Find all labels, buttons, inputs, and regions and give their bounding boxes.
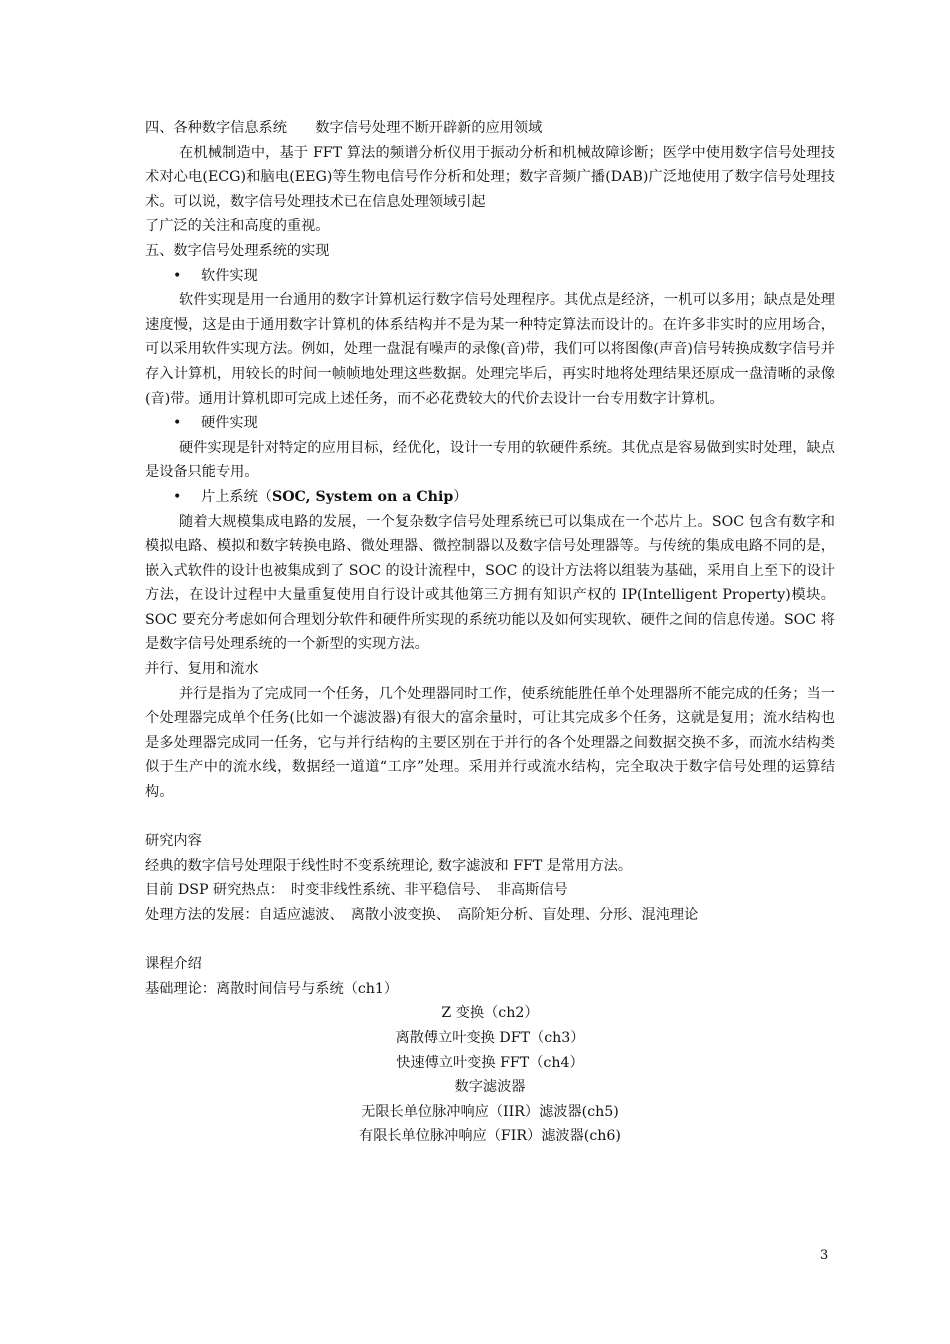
- hardware-impl-paragraph: 硬件实现是针对特定的应用目标，经优化，设计一专用的软硬件系统。其优点是容易做到实时处理，缺点是设备只能专用。: [145, 439, 835, 481]
- parallel-paragraph: 并行是指为了完成同一个任务，几个处理器同时工作，使系统能胜任单个处理器所不能完成的任务；当一个处理器完成单个任务(比如一个滤波器)有很大的富余量时，可让其完成多个任务，这就是复用；流水结构也是多处理器完成同一任务，它与并行结构的主要区别在于并行的各个处理器之间数据交换不多，而流水结构类似于生产中的流水线，数据经一道道“工序”处理。采用并行或流水结构，完全取决于数字信号处理的运算结构。: [145, 685, 835, 801]
- bullet-icon: •: [173, 267, 182, 284]
- soc-paragraph: 随着大规模集成电路的发展，一个复杂数字信号处理系统已可以集成在一个芯片上。SOC 包含有数字和模拟电路、模拟和数字转换电路、微处理器、微控制器以及数字信号处理器等。与传统的集成电路不同的是，嵌入式软件的设计也被集成到了 SOC 的设计流程中，SOC 的设计方法将以组装为基础，采用自上至下的设计方法，在设计过程中大量重复使用自行设计或其他第三方拥有知识产权的 IP(Intelligent Property)模块。SOC 要充分考虑如何合理划分软件和硬件所实现的系统功能以及如何实现软、硬件之间的信息传递。SOC 将是数字信号处理系统的一个新型的实现方法。: [145, 513, 835, 653]
- hardware-impl-title: 硬件实现: [201, 415, 258, 432]
- course-item: 离散傅立叶变换 DFT（ch3）: [395, 1029, 585, 1046]
- course-item: 快速傅立叶变换 FFT（ch4）: [396, 1054, 584, 1071]
- blank-line: [145, 805, 835, 830]
- soc-item: [145, 485, 835, 510]
- course-heading: 课程介绍: [145, 956, 202, 973]
- section-4-paragraph-tail: 了广泛的关注和高度的重视。: [145, 218, 330, 235]
- research-line-2: 目前 DSP 研究热点： 时变非线性系统、非平稳信号、 非高斯信号: [145, 882, 568, 899]
- course-item: 数字滤波器: [454, 1079, 526, 1096]
- soc-title-bold: SOC, System on a Chip: [271, 488, 454, 505]
- parallel-heading: 并行、复用和流水: [145, 661, 259, 678]
- research-line-1: 经典的数字信号处理限于线性时不变系统理论, 数字滤波和 FFT 是常用方法。: [145, 857, 633, 874]
- blank-line: [145, 928, 835, 953]
- research-line-3: 处理方法的发展：自适应滤波、 离散小波变换、 高阶矩分析、盲处理、分形、混沌理论: [145, 907, 699, 923]
- software-impl-title: 软件实现: [201, 267, 258, 284]
- course-item: Z 变换（ch2）: [441, 1005, 539, 1022]
- bullet-icon: •: [173, 488, 182, 505]
- software-impl-item: [145, 264, 835, 289]
- course-basis: 基础理论：离散时间信号与系统（ch1）: [145, 980, 399, 997]
- hardware-impl-item: [145, 411, 835, 436]
- page-number: 3: [820, 1248, 829, 1263]
- research-heading: 研究内容: [145, 833, 202, 850]
- software-impl-paragraph: 软件实现是用一台通用的数字计算机运行数字信号处理程序。其优点是经济，一机可以多用；缺点是处理速度慢，这是由于通用数字计算机的体系结构并不是为某一种特定算法而设计的。在许多非实时的应用场合，可以采用软件实现方法。例如，处理一盘混有噪声的录像(音)带，我们可以将图像(声音)信号转换成数字信号并存入计算机，用较长的时间一帧帧地处理这些数据。处理完毕后，再实时地将处理结果还原成一盘清晰的录像(音)带。通用计算机即可完成上述任务，而不必花费较大的代价去设计一台专用数字计算机。: [145, 292, 835, 407]
- section-4-heading: 四、各种数字信息系统 数字信号处理不断开辟新的应用领域: [145, 120, 543, 136]
- soc-title-suffix: ）: [453, 488, 468, 505]
- course-item: 有限长单位脉冲响应（FIR）滤波器(ch6): [359, 1128, 621, 1145]
- document-page: [145, 116, 835, 1149]
- section-4-paragraph: 在机械制造中，基于 FFT 算法的频谱分析仪用于振动分析和机械故障诊断；医学中使用数字信号处理技术对心电(ECG)和脑电(EEG)等生物电信号作分析和处理；数字音频广播(DAB)广泛地使用了数字信号处理技术。可以说，数字信号处理技术已在信息处理领域引起: [145, 144, 835, 210]
- soc-title-prefix: 片上系统（: [201, 488, 272, 505]
- bullet-icon: •: [173, 415, 182, 432]
- course-item: 无限长单位脉冲响应（IIR）滤波器(ch5): [361, 1103, 619, 1120]
- section-5-heading: 五、数字信号处理系统的实现: [145, 242, 330, 259]
